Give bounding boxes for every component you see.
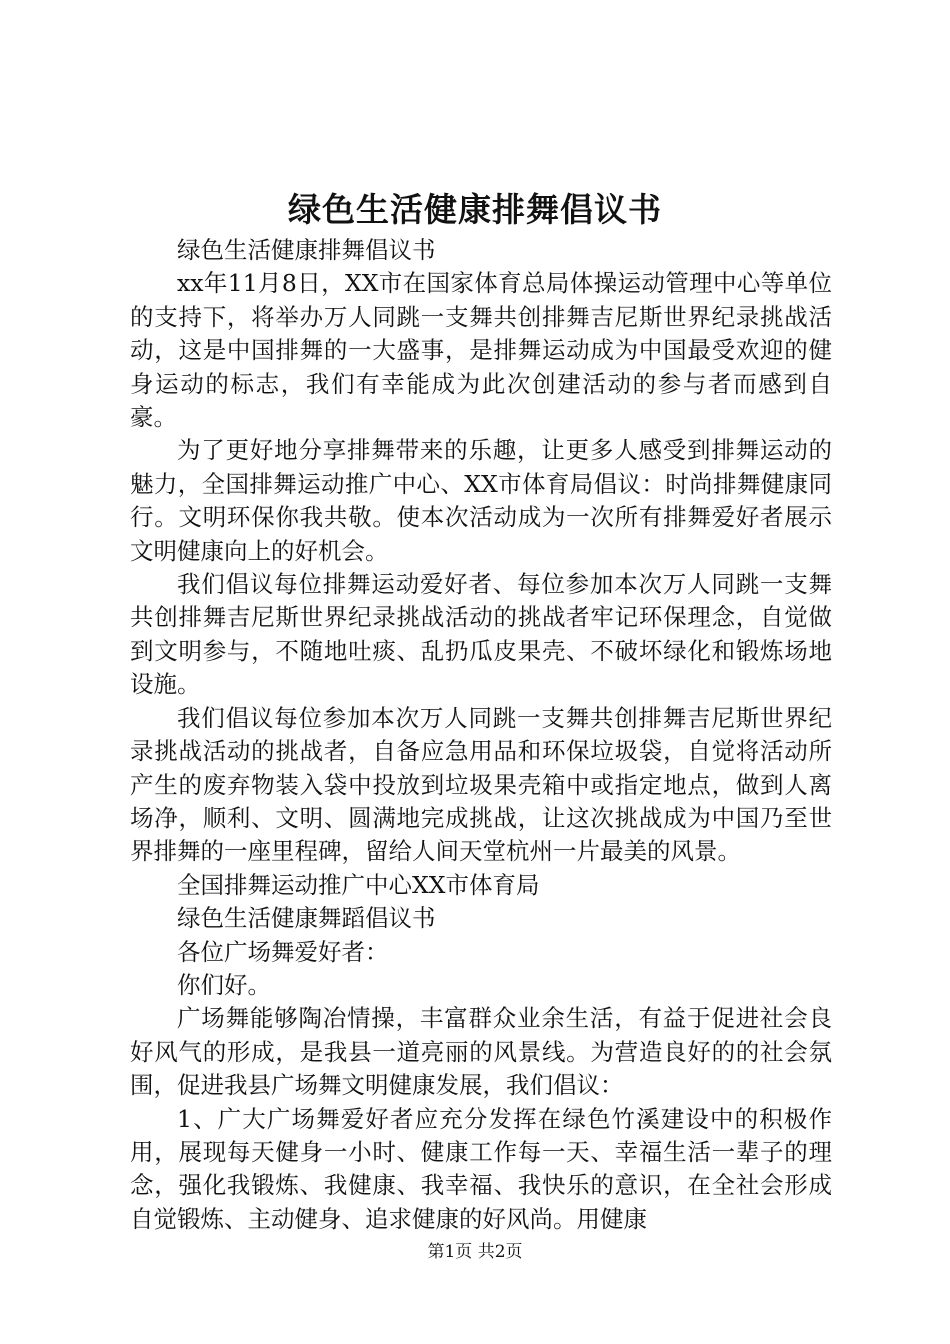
section-heading: 绿色生活健康舞蹈倡议书 [177,904,436,933]
paragraph: 为了更好地分享排舞带来的乐趣，让更多人感受到排舞运动的魅力，全国排舞运动推广中心、XX市体育局倡议：时尚排舞健康同行。文明环保你我共敬。使本次活动成为一次所有排舞爱好者展示文明健康向上的好机会。 [130,436,832,565]
greeting: 你们好。 [177,970,271,999]
paragraph: 广场舞能够陶冶情操，丰富群众业余生活，有益于促进社会良好风气的形成，是我县一道亮丽的风景线。为营造良好的的社会氛围，促进我县广场舞文明健康发展，我们倡议： [130,1004,832,1100]
paragraph: 我们倡议每位参加本次万人同跳一支舞共创排舞吉尼斯世界纪录挑战活动的挑战者，自备应急用品和环保垃圾袋，自觉将活动所产生的废弃物装入袋中投放到垃圾果壳箱中或指定地点，做到人离场净，顺利、文明、圆满地完成挑战，让这次挑战成为中国乃至世界排舞的一座里程碑，留给人间天堂杭州一片最美的风景。 [130,703,832,866]
document-body [130,234,832,1236]
paragraph: 1、广大广场舞爱好者应充分发挥在绿色竹溪建设中的积极作用，展现每天健身一小时、健康工作每一天、幸福生活一辈子的理念，强化我锻炼、我健康、我幸福、我快乐的意识，在全社会形成自觉锻炼、主动健身、追求健康的好风尚。用健康 [130,1104,832,1233]
paragraph: 绿色生活健康排舞倡议书 [177,236,436,264]
page-number: 第1页 共2页 [427,1242,523,1262]
document-title: 绿色生活健康排舞倡议书 [288,190,662,229]
salutation: 各位广场舞爱好者： [177,937,389,966]
signature-line: 全国排舞运动推广中心XX市体育局 [177,870,540,899]
paragraph: xx年11月8日，XX市在国家体育总局体操运动管理中心等单位的支持下，将举办万人同跳一支舞共创排舞吉尼斯世界纪录挑战活动，这是中国排舞的一大盛事，是排舞运动成为中国最受欢迎的健身运动的标志，我们有幸能成为此次创建活动的参与者而感到自豪。 [130,269,832,432]
paragraph: 我们倡议每位排舞运动爱好者、每位参加本次万人同跳一支舞共创排舞吉尼斯世界纪录挑战活动的挑战者牢记环保理念，自觉做到文明参与，不随地吐痰、乱扔瓜皮果壳、不破坏绿化和锻炼场地设施。 [130,570,832,699]
